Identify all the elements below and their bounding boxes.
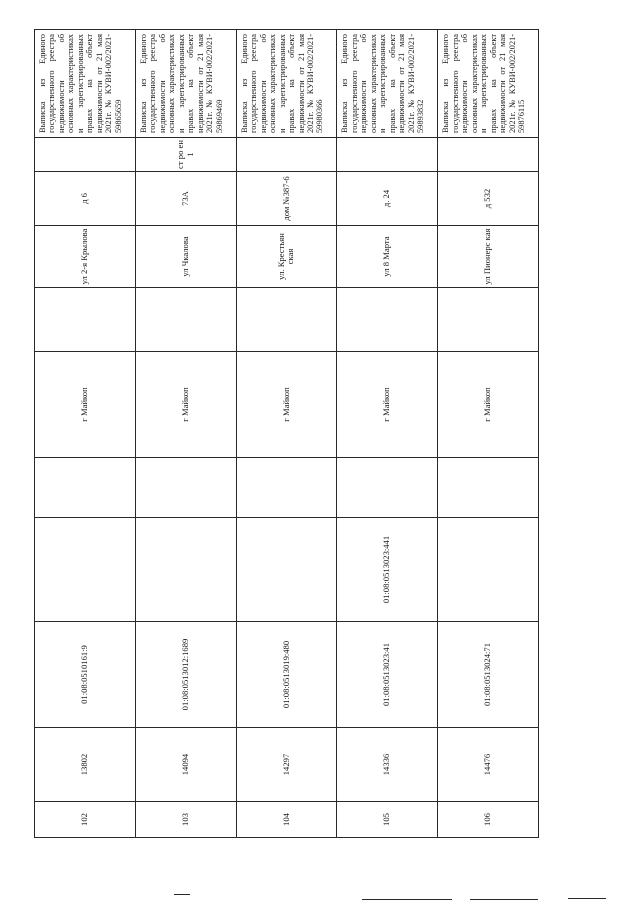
cell-city: г Майкоп	[337, 352, 438, 458]
cell-street: ул Пионерс кая	[438, 226, 539, 288]
cell-description: Выписка из Единого государственного реестра недвижимости об основных характеристиках и зарегистрированных правах на объект недвижимости от 21 мая 2021г. № КУВИ-002/2021-59869469	[135, 30, 236, 138]
cell-num: 102	[35, 802, 136, 838]
property-table	[34, 29, 539, 838]
table-row	[337, 30, 438, 838]
cell-cadastral: 01:08:0513024:71	[438, 622, 539, 728]
cell-cadastral: 01:08:0513012:1689	[135, 622, 236, 728]
cell-empty1	[236, 458, 337, 518]
footer-line	[174, 894, 190, 895]
cell-empty2	[337, 288, 438, 352]
cell-empty2	[135, 288, 236, 352]
cell-empty1	[337, 458, 438, 518]
cell-num: 105	[337, 802, 438, 838]
cell-house: д 6	[35, 172, 136, 226]
cell-house: д. 24	[337, 172, 438, 226]
cell-cadastral: 01:08:0513023:41	[337, 622, 438, 728]
cell-empty2	[35, 288, 136, 352]
table-row	[438, 30, 539, 838]
footer-line	[568, 898, 606, 899]
cell-city: г Майкоп	[236, 352, 337, 458]
footer-line	[362, 899, 452, 900]
cell-building	[35, 138, 136, 172]
cell-cadastral2	[35, 518, 136, 622]
cell-city: г Майкоп	[35, 352, 136, 458]
cell-street: ул Чкалова	[135, 226, 236, 288]
cell-city: г Майкоп	[135, 352, 236, 458]
cell-building	[438, 138, 539, 172]
table-body	[35, 30, 539, 838]
cell-cadastral2	[135, 518, 236, 622]
cell-id: 14476	[438, 728, 539, 802]
cell-building: ст ро ен 1	[135, 138, 236, 172]
cell-house: 73А	[135, 172, 236, 226]
rotated-table-container	[34, 30, 539, 838]
cell-description: Выписка из Единого государственного реестра недвижимости об основных характеристиках и зарегистрированных правах на объект недвижимости от 21 мая 2021г. № КУВИ-002/2021-59876115	[438, 30, 539, 138]
cell-empty1	[135, 458, 236, 518]
cell-description: Выписка из Единого государственного реестра недвижимости об основных характеристиках и зарегистрированных правах на объект недвижимости от 21 мая 2021г. № КУВИ-002/2021-59865659	[35, 30, 136, 138]
cell-empty1	[35, 458, 136, 518]
table-row	[135, 30, 236, 838]
cell-cadastral: 01:08:0510161:9	[35, 622, 136, 728]
cell-building	[337, 138, 438, 172]
cell-cadastral2	[236, 518, 337, 622]
table-row	[236, 30, 337, 838]
footer-line	[470, 899, 538, 900]
cell-description: Выписка из Единого государственного реестра недвижимости об основных характеристиках и зарегистрированных правах на объект недвижимости от 21 мая 2021г. № КУВИ-002/2021-59893832	[337, 30, 438, 138]
cell-id: 14094	[135, 728, 236, 802]
cell-description: Выписка из Единого государственного реестра недвижимости об основных характеристиках и зарегистрированных правах на объект недвижимости от 21 мая 2021г. № КУВИ-002/2021-59980366	[236, 30, 337, 138]
cell-building	[236, 138, 337, 172]
cell-house: дом №387-6	[236, 172, 337, 226]
cell-cadastral: 01:08:0513019:480	[236, 622, 337, 728]
cell-empty1	[438, 458, 539, 518]
cell-cadastral2: 01:08:0513023:441	[337, 518, 438, 622]
cell-id: 14297	[236, 728, 337, 802]
cell-cadastral2	[438, 518, 539, 622]
cell-num: 104	[236, 802, 337, 838]
cell-num: 103	[135, 802, 236, 838]
cell-id: 14336	[337, 728, 438, 802]
cell-street: ул. Крестьян ская	[236, 226, 337, 288]
cell-empty2	[236, 288, 337, 352]
cell-street: ул 8 Марта	[337, 226, 438, 288]
cell-house: д 532	[438, 172, 539, 226]
table-row	[35, 30, 136, 838]
cell-street: ул 2-я Крылова	[35, 226, 136, 288]
cell-num: 106	[438, 802, 539, 838]
cell-id: 13802	[35, 728, 136, 802]
cell-empty2	[438, 288, 539, 352]
cell-city: г Майкоп	[438, 352, 539, 458]
